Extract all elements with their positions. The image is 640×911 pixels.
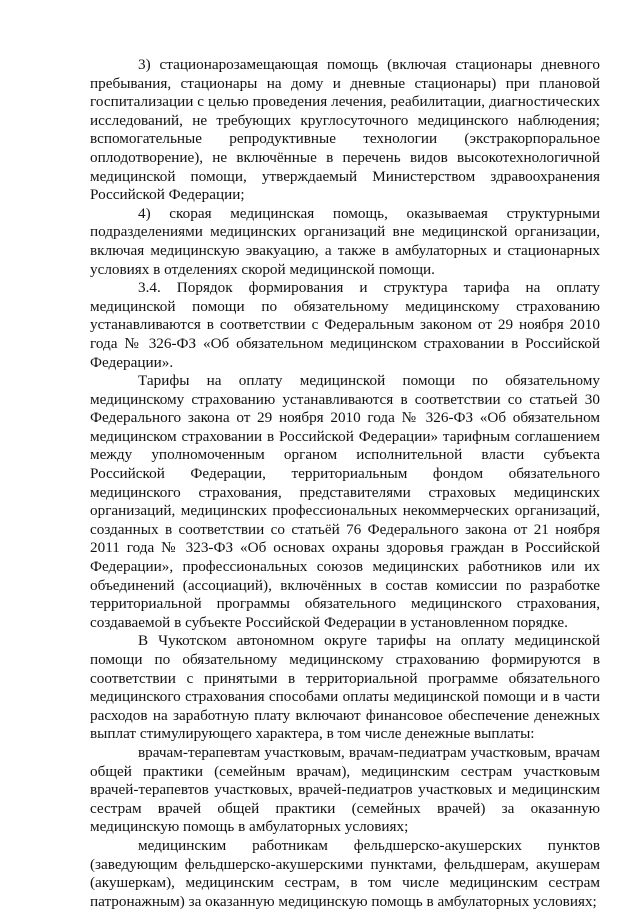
paragraph-medical-workers: медицинским работникам фельдшерско-акушерских пунктов (заведующим фельдшерско-акушерскими пунктами, фельдшерам, акушерам (акушеркам), медицинским сестрам, в том числе медицинским сестрам патронажным) за оказанную медицинскую помощь в амбулаторных условиях; <box>90 836 600 910</box>
paragraph-item-3: 3) стационарозамещающая помощь (включая стационары дневного пребывания, стационары на дому и дневные стационары) при плановой госпитализации с целью проведения лечения, реабилитации, диагностических исследований, не требующих круглосуточного медицинского наблюдения; вспомогательные репродуктивные технологии (экстракорпоральное оплодотворение), не включённые в перечень видов высокотехнологичной медицинской помощи, утверждаемый Министерством здравоохранения Российской Федерации; <box>90 56 600 204</box>
paragraph-item-4: 4) скорая медицинская помощь, оказываемая структурными подразделениями медицинских организаций вне медицинской организации, включая медицинскую эвакуацию, а также в амбулаторных и стационарных условиях в отделениях скорой медицинской помощи. <box>90 204 600 278</box>
paragraph-doctors: врачам-терапевтам участковым, врачам-педиатрам участковым, врачам общей практики (семейным врачам), медицинским сестрам участковым врачей-терапевтов участковых, врачей-педиатров участковых и медицинским сестрам врачей общей практики (семейных врачей) за оказанную медицинскую помощь в амбулаторных условиях; <box>90 743 600 836</box>
paragraph-chukotka: В Чукотском автономном округе тарифы на оплату медицинской помощи по обязательному медицинскому страхованию формируются в соответствии с принятыми в территориальной программе обязательного медицинского страхования способами оплаты медицинской помощи и в части расходов на заработную плату включают финансовое обеспечение денежных выплат стимулирующего характера, в том числе денежные выплаты: <box>90 632 600 743</box>
document-page <box>90 56 600 911</box>
paragraph-tariffs: Тарифы на оплату медицинской помощи по обязательному медицинскому страхованию устанавливаются в соответствии со статьей 30 Федерального закона от 29 ноября 2010 года № 326-ФЗ «Об обязательном медицинском страховании в Российской Федерации» тарифным соглашением между уполномоченным органом исполнительной власти субъекта Российской Федерации, территориальным фондом обязательного медицинского страхования, представителями страховых медицинских организаций, медицинских профессиональных некоммерческих организаций, созданных в соответствии со статьёй 76 Федерального закона от 21 ноября 2011 года № 323-ФЗ «Об основах охраны здоровья граждан в Российской Федерации», профессиональных союзов медицинских работников или их объединений (ассоциаций), включённых в состав комиссии по разработке территориальной программы обязательного медицинского страхования, создаваемой в субъекте Российской Федерации в установленном порядке. <box>90 372 600 631</box>
paragraph-section-3-4: 3.4. Порядок формирования и структура тарифа на оплату медицинской помощи по обязательному медицинскому страхованию устанавливаются в соответствии с Федеральным законом от 29 ноября 2010 года № 326-ФЗ «Об обязательном медицинском страховании в Российской Федерации». <box>90 279 600 371</box>
